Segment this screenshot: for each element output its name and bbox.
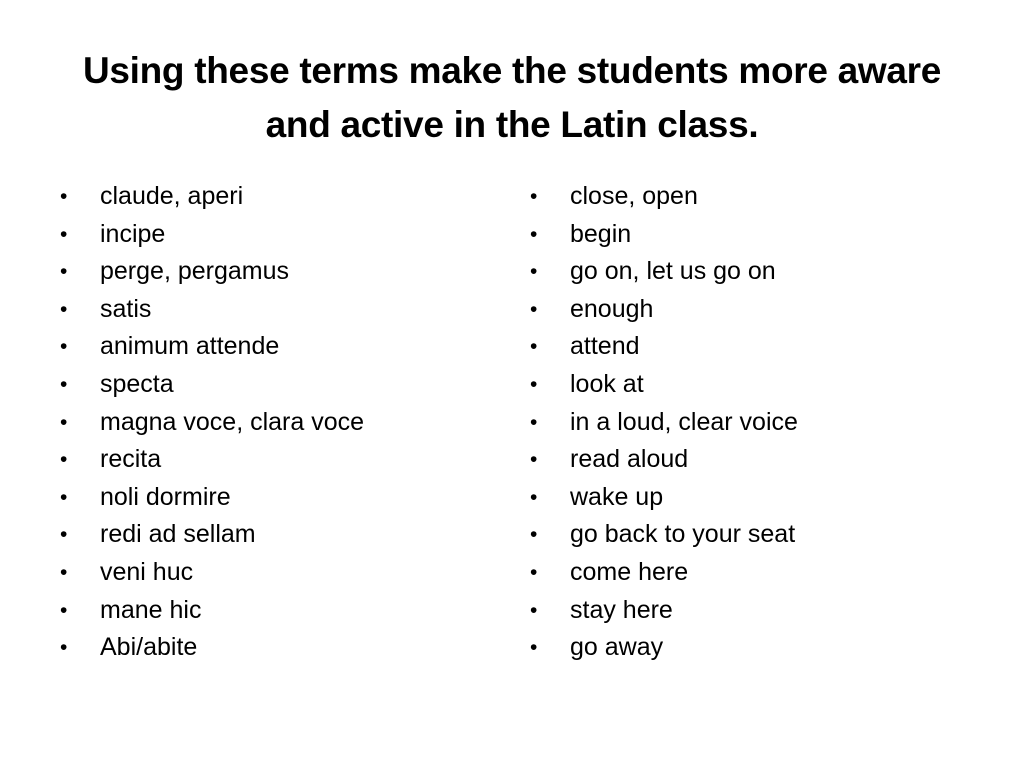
- english-term-item-text: enough: [570, 294, 654, 323]
- bullet-icon: •: [530, 560, 538, 584]
- latin-term-item-text: claude, aperi: [100, 182, 244, 210]
- bullet-icon: •: [60, 523, 68, 547]
- bullet-icon: •: [60, 636, 68, 660]
- bullet-icon: •: [60, 598, 68, 622]
- bullet-icon: •: [60, 297, 68, 321]
- latin-term-item-text: mane hic: [100, 595, 202, 624]
- bullet-icon: •: [530, 222, 538, 246]
- english-term-item-text: come here: [570, 557, 689, 586]
- english-term-item: [530, 404, 970, 442]
- english-term-item-text: go on, let us go on: [570, 257, 776, 286]
- english-terms-list: [530, 178, 970, 667]
- bullet-icon: •: [530, 598, 538, 622]
- english-term-item: [530, 516, 970, 554]
- english-term-item-text: attend: [570, 332, 640, 361]
- latin-term-item-text: redi ad sellam: [100, 520, 256, 549]
- english-term-item-text: go back to your seat: [570, 520, 796, 549]
- bullet-icon: •: [60, 372, 68, 396]
- bullet-icon: •: [530, 523, 538, 547]
- latin-terms-list: [60, 178, 500, 667]
- bullet-icon: •: [530, 335, 538, 359]
- latin-term-item: [60, 366, 500, 404]
- english-term-item-text: stay here: [570, 595, 673, 624]
- latin-term-item-text: animum attende: [100, 332, 280, 361]
- bullet-icon: •: [530, 410, 538, 434]
- latin-term-item: [60, 554, 500, 592]
- bullet-icon: •: [530, 636, 538, 660]
- latin-term-item-text: specta: [100, 369, 174, 398]
- latin-term-item: [60, 516, 500, 554]
- english-term-item: [530, 178, 970, 216]
- bullet-icon: •: [530, 185, 538, 208]
- english-term-item: [530, 253, 970, 291]
- bullet-icon: •: [530, 372, 538, 396]
- english-term-item: [530, 328, 970, 366]
- latin-term-item: [60, 178, 500, 216]
- slide-title: Using these terms make the students more aware and active in the Latin class.: [82, 50, 942, 145]
- english-term-item-text: look at: [570, 369, 644, 398]
- latin-term-item: [60, 328, 500, 366]
- latin-term-item-text: veni huc: [100, 557, 194, 586]
- latin-term-item-text: recita: [100, 445, 162, 474]
- english-term-item-text: go away: [570, 633, 664, 662]
- latin-term-item: [60, 253, 500, 291]
- bullet-icon: •: [530, 448, 538, 472]
- english-term-item: [530, 629, 970, 667]
- latin-term-item: [60, 479, 500, 517]
- bullet-icon: •: [60, 185, 68, 208]
- bullet-icon: •: [60, 410, 68, 434]
- bullet-icon: •: [60, 222, 68, 246]
- latin-term-item: [60, 629, 500, 667]
- english-term-item: [530, 479, 970, 517]
- bullet-icon: •: [60, 260, 68, 284]
- english-term-item-text: in a loud, clear voice: [570, 407, 798, 436]
- latin-term-item: [60, 216, 500, 254]
- latin-term-item-text: Abi/abite: [100, 633, 198, 662]
- english-term-item-text: close, open: [570, 182, 698, 210]
- bullet-icon: •: [60, 335, 68, 359]
- bullet-icon: •: [60, 448, 68, 472]
- bullet-icon: •: [530, 260, 538, 284]
- bullet-icon: •: [530, 485, 538, 509]
- latin-term-item-text: satis: [100, 294, 152, 323]
- latin-term-item: [60, 592, 500, 630]
- english-term-item-text: read aloud: [570, 445, 689, 474]
- english-term-item: [530, 366, 970, 404]
- latin-term-item: [60, 291, 500, 329]
- english-term-item: [530, 441, 970, 479]
- english-term-item: [530, 216, 970, 254]
- latin-term-item: [60, 441, 500, 479]
- latin-term-item-text: noli dormire: [100, 482, 231, 511]
- latin-term-item-text: perge, pergamus: [100, 257, 290, 286]
- latin-term-item-text: magna voce, clara voce: [100, 407, 365, 436]
- bullet-icon: •: [60, 485, 68, 509]
- bullet-icon: •: [60, 560, 68, 584]
- latin-term-item-text: incipe: [100, 219, 166, 248]
- bullet-icon: •: [530, 297, 538, 321]
- english-term-item-text: wake up: [570, 482, 664, 511]
- english-term-item: [530, 291, 970, 329]
- english-term-item: [530, 592, 970, 630]
- english-term-item-text: begin: [570, 219, 632, 248]
- english-term-item: [530, 554, 970, 592]
- latin-term-item: [60, 404, 500, 442]
